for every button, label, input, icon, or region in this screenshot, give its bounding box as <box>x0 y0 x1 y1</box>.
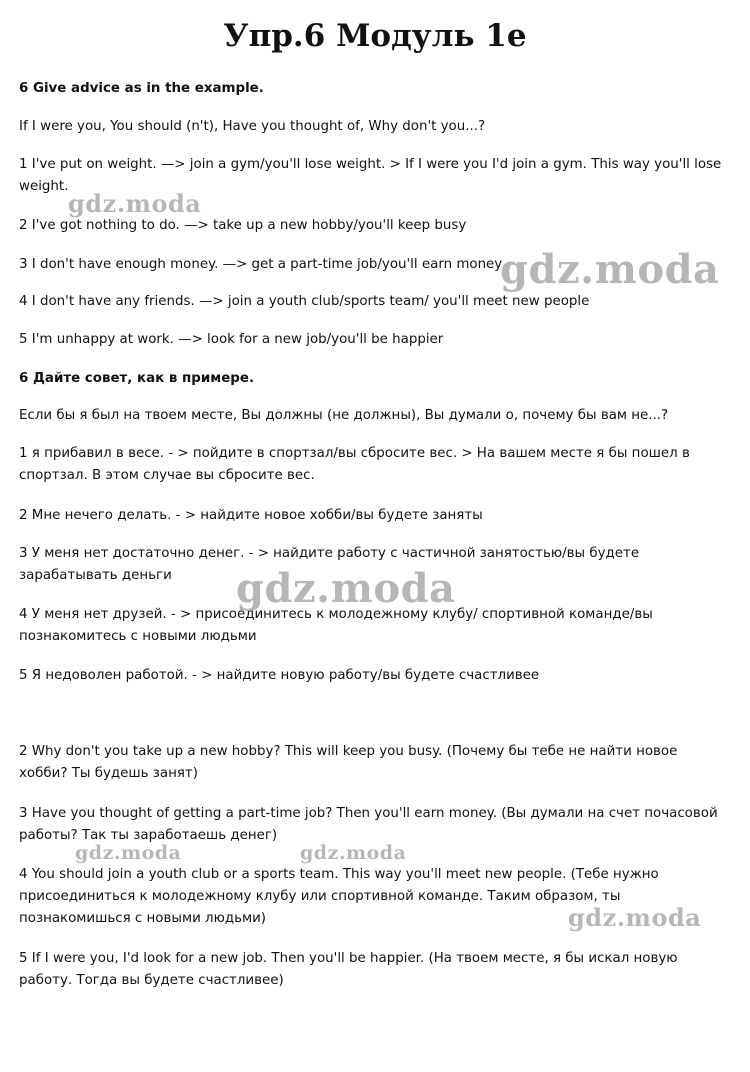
answer-5: 5 If I were you, I'd look for a new job. Then you'll be happier. (На твоем месте, я бы искал новую работу. Тогда вы будете счастливее) <box>19 951 678 988</box>
page-title: Упр.6 Модуль 1е <box>223 18 527 54</box>
watermark: gdz.moda <box>75 842 182 864</box>
english-intro: If I were you, You should (n't), Have you thought of, Why don't you...? <box>19 119 486 134</box>
russian-item-1: 1 я прибавил в весе. - > пойдите в спортзал/вы сбросите вес. > На вашем месте я бы пошел в спортзал. В этом случае вы сбросите вес. <box>19 446 690 483</box>
russian-item-3: 3 У меня нет достаточно денег. - > найдите работу с частичной занятостью/вы будете зарабатывать деньги <box>19 546 640 583</box>
watermark: gdz.moda <box>500 246 720 293</box>
russian-item-4: 4 У меня нет друзей. - > присоединитесь к молодежному клубу/ спортивной команде/вы познакомитесь с новыми людьми <box>19 607 653 644</box>
answer-3: 3 Have you thought of getting a part-time job? Then you'll earn money. (Вы думали на счет почасовой работы? Так ты заработаешь денег) <box>19 806 718 843</box>
english-item-2: 2 I've got nothing to do. —> take up a new hobby/you'll keep busy <box>19 218 467 233</box>
watermark: gdz.moda <box>68 189 202 218</box>
answer-4: 4 You should join a youth club or a sports team. This way you'll meet new people. (Тебе нужно присоединиться к молодежному клубу или спортивной команде. Таким образом, ты познакомишься с новыми людьми) <box>19 867 659 926</box>
russian-item-5: 5 Я недоволен работой. - > найдите новую работу/вы будете счастливее <box>19 668 540 683</box>
english-item-3: 3 I don't have enough money. —> get a part-time job/you'll earn money <box>19 257 503 272</box>
english-item-5: 5 I'm unhappy at work. —> look for a new job/you'll be happier <box>19 332 444 347</box>
russian-item-2: 2 Мне нечего делать. - > найдите новое хобби/вы будете заняты <box>19 508 483 523</box>
answer-2: 2 Why don't you take up a new hobby? This will keep you busy. (Почему бы тебе не найти новое хобби? Ты будешь занят) <box>19 744 678 781</box>
watermark: gdz.moda <box>236 565 456 612</box>
watermark: gdz.moda <box>300 842 407 864</box>
watermark: gdz.moda <box>568 903 702 932</box>
russian-heading: 6 Дайте совет, как в примере. <box>19 371 255 386</box>
english-heading: 6 Give advice as in the example. <box>19 81 264 96</box>
english-item-4: 4 I don't have any friends. —> join a youth club/sports team/ you'll meet new people <box>19 294 590 309</box>
russian-intro: Если бы я был на твоем месте, Вы должны (не должны), Вы думали о, почему бы вам не...? <box>19 408 669 423</box>
english-item-1: 1 I've put on weight. —> join a gym/you'll lose weight. > If I were you I'd join a gym. This way you'll lose weight. <box>19 157 722 194</box>
